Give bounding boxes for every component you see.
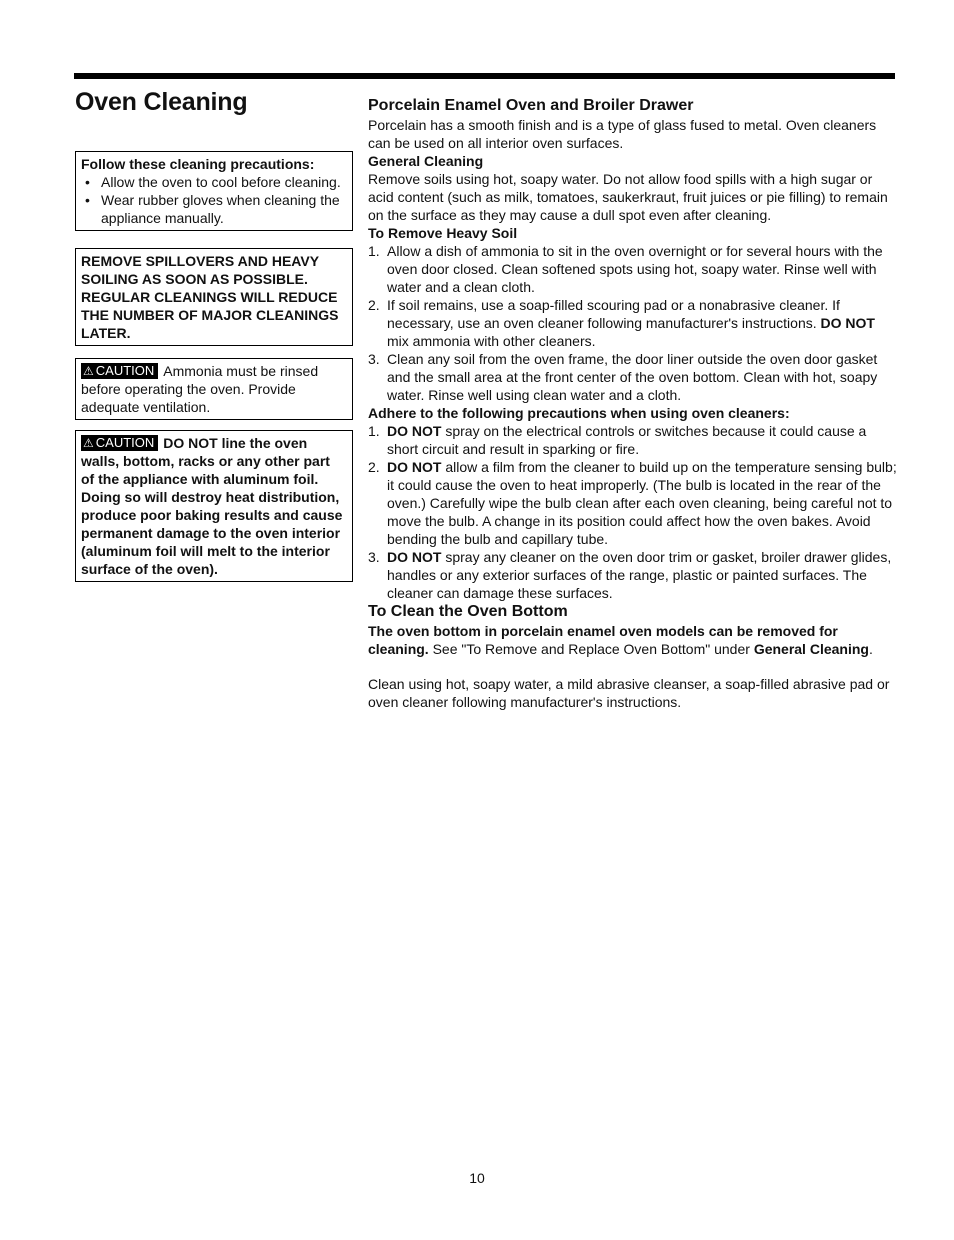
warning-triangle-icon: ⚠ [83,436,94,450]
list-item: 1. DO NOT spray on the electrical controls or switches because it could cause a short circuit and result in sparking or fire. [368,423,867,457]
list-item: • Allow the oven to cool before cleaning. [81,173,347,191]
oven-bottom-heading: To Clean the Oven Bottom [368,603,568,620]
list-item: 3. Clean any soil from the oven frame, the door liner outside the oven door gasket and the small area at the front center of the oven bottom. Clean with hot, soapy water. Rinse well using clean water and a cloth. [368,351,878,403]
adhere-steps [368,422,898,602]
heavy-soil-steps [368,242,898,404]
right-column [368,96,898,711]
caution-box-foil [75,430,353,582]
porcelain-intro: Porcelain has a smooth finish and is a type of glass fused to metal. Oven cleaners can be used on all interior oven surfaces. [368,117,877,151]
adhere-heading: Adhere to the following precautions when using oven cleaners: [368,405,790,421]
list-item: • Wear rubber gloves when cleaning the appliance manually. [81,191,347,227]
spillover-notice-box [75,248,353,346]
caution-box-ammonia [75,358,353,420]
precautions-box [75,151,353,231]
list-item: 2. DO NOT allow a film from the cleaner to build up on the temperature sensing bulb; it could cause the oven to heat improperly. (The bulb is located in the rear of the oven.) Carefully wipe the bulb clean after each oven cleaning, being careful not to move the bulb. A change in its position could affect how the oven bakes. Avoid bending the bulb and capillary tube. [368,459,897,547]
warning-triangle-icon: ⚠ [83,364,94,378]
general-cleaning-text: Remove soils using hot, soapy water. Do not allow food spills with a high sugar or acid content (such as milk, tomatoes, saukerkraut, fruit juices or pie filling) to remain on the surface as they may cause a dull spot even after cleaning. [368,171,888,223]
caution-text: DO NOT line the oven walls, bottom, racks or any other part of the appliance with aluminum foil. Doing so will destroy heat distribution, produce poor baking results and cause permanent damage to the oven interior (aluminum foil will melt to the interior surface of the oven). [81,435,343,577]
caution-label: CAUTION [95,435,155,450]
precautions-heading: Follow these cleaning precautions: [81,156,315,172]
porcelain-heading: Porcelain Enamel Oven and Broiler Drawer [368,97,694,114]
top-rule [74,73,895,79]
list-item: 3. DO NOT spray any cleaner on the oven door trim or gasket, broiler drawer glides, handles or any exterior surfaces of the range, plastic or painted surfaces. The cleaner can damage these surfaces. [368,549,892,601]
page-number: 10 [469,1170,485,1186]
left-column [75,88,353,582]
list-item: 2. If soil remains, use a soap-filled scouring pad or a nonabrasive cleaner. If necessary, use an oven cleaner following manufacturer's instructions. DO NOT mix ammonia with other cleaners. [368,297,875,349]
heavy-soil-heading: To Remove Heavy Soil [368,225,518,241]
page-title: Oven Cleaning [75,88,248,116]
spillover-notice: REMOVE SPILLOVERS AND HEAVY SOILING AS SOON AS POSSIBLE. REGULAR CLEANINGS WILL REDUCE THE NUMBER OF MAJOR CLEANINGS LATER. [81,253,339,341]
oven-bottom-text: Clean using hot, soapy water, a mild abrasive cleanser, a soap-filled abrasive pad or oven cleaner following manufacturer's instructions. [368,676,890,710]
general-cleaning-heading: General Cleaning [368,153,484,169]
precautions-list [81,173,347,227]
oven-bottom-intro: The oven bottom in porcelain enamel oven models can be removed for cleaning. See "To Remove and Replace Oven Bottom" under General Cleaning. [368,623,873,657]
caution-badge [81,435,158,451]
caution-badge [81,363,158,379]
caution-label: CAUTION [95,363,155,378]
caution-text: Ammonia must be rinsed before operating the oven. Provide adequate ventilation. [81,363,319,415]
list-item: 1. Allow a dish of ammonia to sit in the oven overnight or for several hours with the oven door closed. Clean softened spots using hot, soapy water. Rinse well with water and a clean cloth. [368,243,883,295]
